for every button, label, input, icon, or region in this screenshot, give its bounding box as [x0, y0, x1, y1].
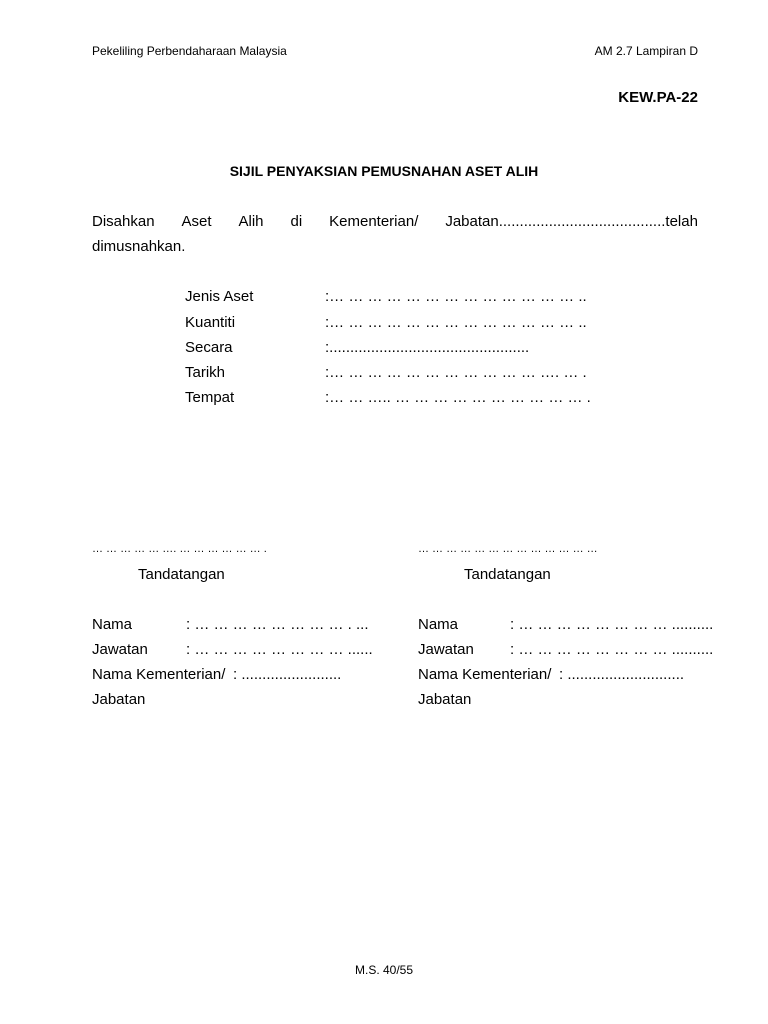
left-jawatan-field — [92, 641, 382, 661]
statement-word: Aset — [181, 213, 212, 230]
detail-row-kuantiti — [185, 314, 605, 334]
field-value: : … … … … … … … … .......... — [510, 616, 714, 633]
detail-value: :… … … … … … … … … … … … … .. — [325, 288, 587, 305]
field-value: : … … … … … … … … ...... — [186, 641, 373, 658]
field-label: Jawatan — [92, 641, 148, 658]
field-label: Jabatan — [92, 691, 146, 708]
statement-word: Kementerian/ — [329, 213, 419, 230]
page-number: M.S. 40/55 — [354, 963, 414, 977]
detail-label: Tarikh — [185, 364, 226, 381]
field-value: : … … … … … … … … . ... — [186, 616, 369, 633]
field-label: Jabatan — [418, 691, 472, 708]
statement-word: Alih — [238, 213, 264, 230]
field-label: Nama Kementerian/ — [92, 666, 226, 683]
statement-word: Disahkan — [92, 213, 155, 230]
field-value: : ............................ — [559, 666, 685, 683]
page-title: SIJIL PENYAKSIAN PEMUSNAHAN ASET ALIH — [229, 163, 539, 179]
signature-line-left: … … … … … …. … … … … … … . — [92, 543, 267, 555]
field-label: Nama — [92, 616, 133, 633]
left-nama-field — [92, 616, 382, 636]
header-appendix-ref: AM 2.7 Lampiran D — [594, 44, 698, 58]
detail-label: Secara — [185, 339, 233, 356]
field-value: : … … … … … … … … .......... — [510, 641, 714, 658]
statement-line-1 — [92, 213, 698, 230]
detail-label: Tempat — [185, 389, 235, 406]
left-kementerian-field — [92, 666, 382, 686]
signature-caption-left: Tandatangan — [138, 566, 225, 583]
field-label: Nama — [418, 616, 459, 633]
right-jawatan-field — [418, 641, 718, 661]
detail-value: :… … ….. … … … … … … … … … … . — [325, 389, 591, 406]
detail-row-tempat — [185, 389, 605, 409]
header-circular-name: Pekeliling Perbendaharaan Malaysia — [92, 44, 287, 58]
signature-line-right: … … … … … … … … … … … … … — [418, 543, 598, 555]
statement-word: Jabatan........................................telah — [445, 213, 698, 230]
right-jabatan-field — [418, 691, 718, 711]
signature-caption-right: Tandatangan — [464, 566, 551, 583]
right-nama-field — [418, 616, 718, 636]
statement-line-2: dimusnahkan. — [92, 238, 186, 255]
detail-row-tarikh — [185, 364, 605, 384]
left-jabatan-field — [92, 691, 382, 711]
statement-word: di — [290, 213, 303, 230]
detail-row-jenis-aset — [185, 288, 605, 308]
detail-value: :................................................ — [325, 339, 530, 356]
detail-value: :… … … … … … … … … … … …. … . — [325, 364, 587, 381]
detail-value: :… … … … … … … … … … … … … .. — [325, 314, 587, 331]
form-code: KEW.PA-22 — [618, 89, 698, 106]
field-label: Jawatan — [418, 641, 474, 658]
field-label: Nama Kementerian/ — [418, 666, 552, 683]
detail-label: Kuantiti — [185, 314, 236, 331]
detail-row-secara — [185, 339, 605, 359]
right-kementerian-field — [418, 666, 718, 686]
field-value: : ........................ — [233, 666, 342, 683]
detail-label: Jenis Aset — [185, 288, 254, 305]
